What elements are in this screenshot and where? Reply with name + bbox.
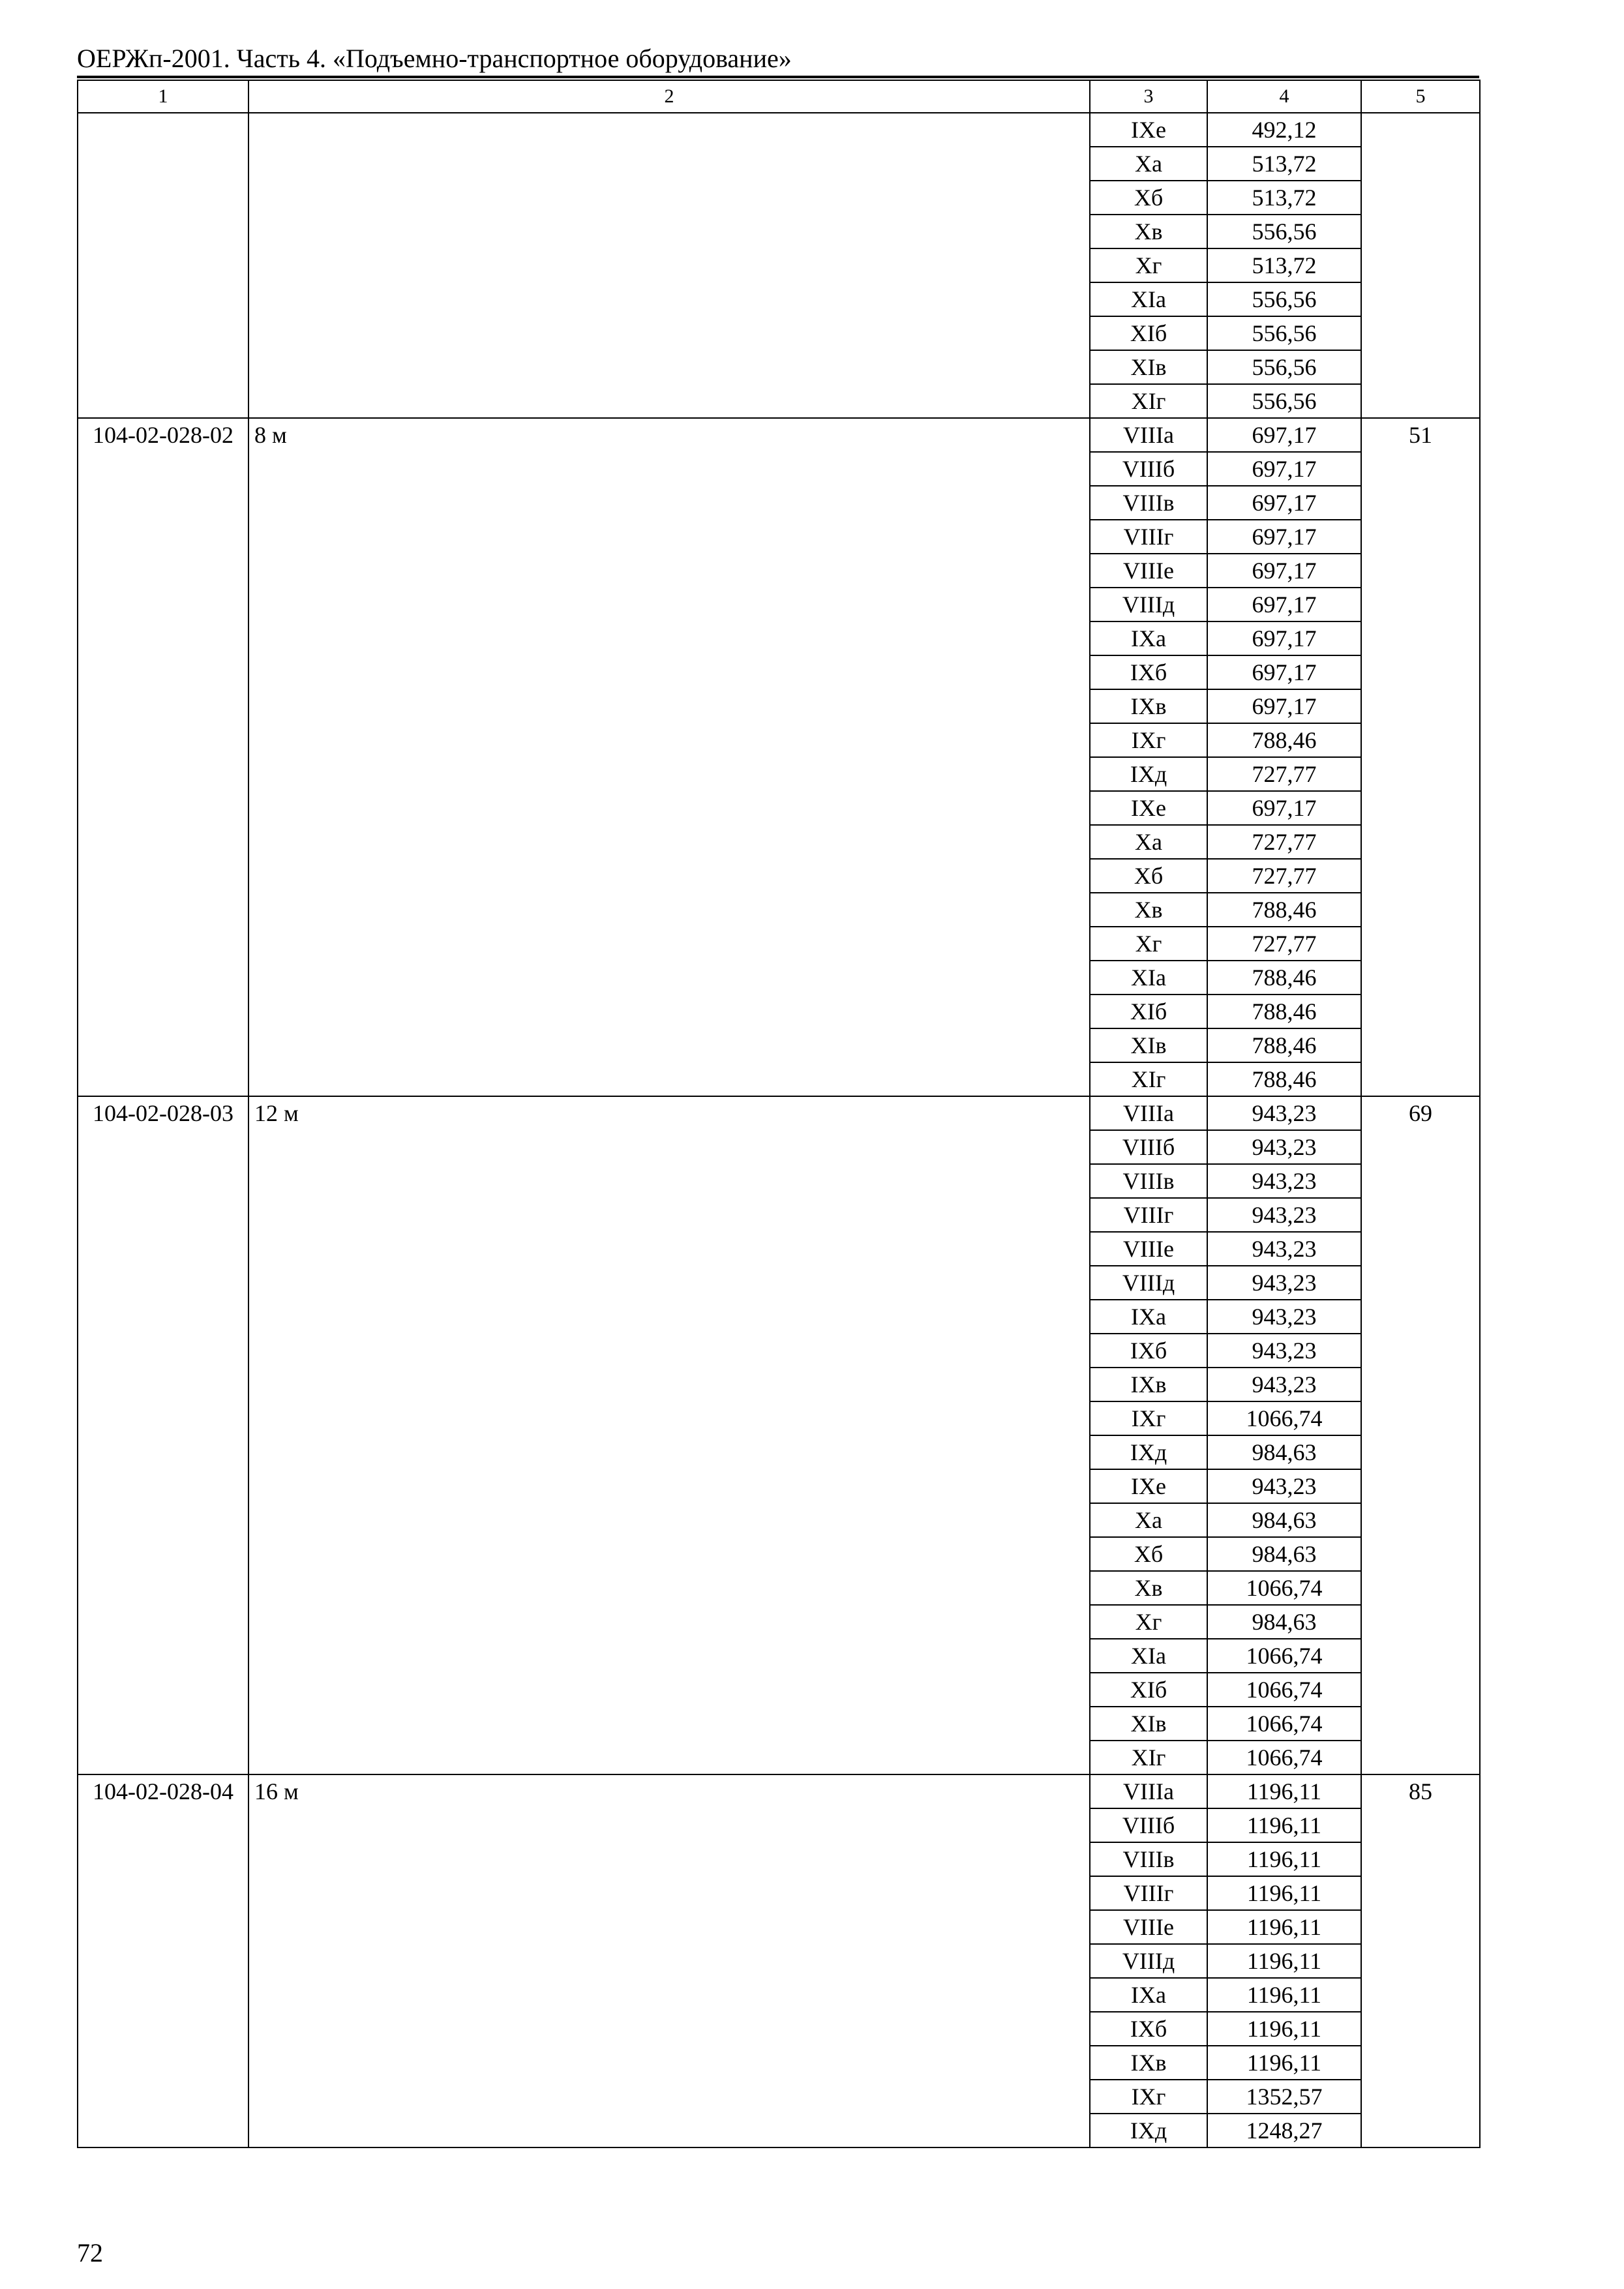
class-cell: Xа xyxy=(1090,1503,1207,1537)
price-cell: 556,56 xyxy=(1207,282,1361,316)
class-cell: Xв xyxy=(1090,893,1207,927)
price-cell: 943,23 xyxy=(1207,1130,1361,1164)
class-cell: Xа xyxy=(1090,825,1207,859)
class-cell: XIг xyxy=(1090,1062,1207,1096)
price-cell: 1066,74 xyxy=(1207,1571,1361,1605)
value-cell: 51 xyxy=(1361,418,1480,1096)
class-cell: IXд xyxy=(1090,757,1207,791)
class-cell: VIIIв xyxy=(1090,486,1207,520)
class-cell: IXд xyxy=(1090,2114,1207,2147)
class-cell: VIIIд xyxy=(1090,588,1207,621)
page-header xyxy=(77,40,1479,77)
price-cell: 943,23 xyxy=(1207,1300,1361,1334)
price-cell: 1066,74 xyxy=(1207,1673,1361,1707)
class-cell: XIб xyxy=(1090,1673,1207,1707)
class-cell: IXг xyxy=(1090,2080,1207,2114)
class-cell: Xб xyxy=(1090,181,1207,215)
class-cell: VIIIе xyxy=(1090,1232,1207,1266)
price-cell: 697,17 xyxy=(1207,689,1361,723)
rate-description xyxy=(248,113,1090,418)
price-cell: 1066,74 xyxy=(1207,1401,1361,1435)
price-cell: 513,72 xyxy=(1207,147,1361,181)
class-cell: IXа xyxy=(1090,621,1207,655)
price-cell: 943,23 xyxy=(1207,1198,1361,1232)
class-cell: VIIIе xyxy=(1090,554,1207,588)
class-cell: XIа xyxy=(1090,961,1207,995)
class-cell: Xб xyxy=(1090,1537,1207,1571)
column-number: 1 xyxy=(78,80,248,113)
rate-code: 104-02-028-04 xyxy=(78,1774,248,2147)
price-cell: 1196,11 xyxy=(1207,1808,1361,1842)
class-cell: IXб xyxy=(1090,1334,1207,1368)
price-cell: 727,77 xyxy=(1207,825,1361,859)
price-cell: 697,17 xyxy=(1207,418,1361,452)
class-cell: VIIIг xyxy=(1090,1198,1207,1232)
class-cell: VIIIб xyxy=(1090,452,1207,486)
class-cell: XIг xyxy=(1090,384,1207,418)
price-cell: 697,17 xyxy=(1207,520,1361,554)
class-cell: XIг xyxy=(1090,1741,1207,1774)
price-cell: 513,72 xyxy=(1207,181,1361,215)
class-cell: Xа xyxy=(1090,147,1207,181)
rate-code: 104-02-028-03 xyxy=(78,1096,248,1774)
class-cell: VIIIа xyxy=(1090,418,1207,452)
class-cell: Xг xyxy=(1090,1605,1207,1639)
price-cell: 556,56 xyxy=(1207,215,1361,248)
price-cell: 943,23 xyxy=(1207,1334,1361,1368)
value-cell xyxy=(1361,113,1480,418)
class-cell: VIIIг xyxy=(1090,520,1207,554)
price-cell: 1196,11 xyxy=(1207,1842,1361,1876)
value-cell: 85 xyxy=(1361,1774,1480,2147)
class-cell: IXг xyxy=(1090,1401,1207,1435)
table-row xyxy=(78,1774,1480,1808)
page-number: 72 xyxy=(77,2238,103,2267)
price-cell: 984,63 xyxy=(1207,1503,1361,1537)
class-cell: VIIIе xyxy=(1090,1910,1207,1944)
price-cell: 697,17 xyxy=(1207,655,1361,689)
class-cell: XIв xyxy=(1090,350,1207,384)
table-row xyxy=(78,418,1480,452)
column-number: 3 xyxy=(1090,80,1207,113)
column-number: 5 xyxy=(1361,80,1480,113)
class-cell: XIб xyxy=(1090,995,1207,1028)
price-cell: 943,23 xyxy=(1207,1266,1361,1300)
class-cell: XIв xyxy=(1090,1707,1207,1741)
price-cell: 697,17 xyxy=(1207,791,1361,825)
table-body xyxy=(78,80,1480,2147)
class-cell: XIа xyxy=(1090,1639,1207,1673)
class-cell: IXг xyxy=(1090,723,1207,757)
price-cell: 556,56 xyxy=(1207,384,1361,418)
rate-description: 12 м xyxy=(248,1096,1090,1774)
class-cell: Xг xyxy=(1090,927,1207,961)
column-number: 4 xyxy=(1207,80,1361,113)
price-cell: 727,77 xyxy=(1207,927,1361,961)
price-cell: 788,46 xyxy=(1207,961,1361,995)
class-cell: IXе xyxy=(1090,113,1207,147)
table-row xyxy=(78,1096,1480,1130)
price-cell: 556,56 xyxy=(1207,350,1361,384)
class-cell: Xб xyxy=(1090,859,1207,893)
class-cell: VIIIг xyxy=(1090,1876,1207,1910)
price-cell: 1196,11 xyxy=(1207,2046,1361,2080)
class-cell: VIIIа xyxy=(1090,1096,1207,1130)
class-cell: Xв xyxy=(1090,215,1207,248)
class-cell: VIIIд xyxy=(1090,1944,1207,1978)
price-cell: 1196,11 xyxy=(1207,1978,1361,2012)
class-cell: IXв xyxy=(1090,1368,1207,1401)
class-cell: XIв xyxy=(1090,1028,1207,1062)
rates-table xyxy=(77,80,1481,2148)
price-cell: 943,23 xyxy=(1207,1232,1361,1266)
class-cell: VIIIв xyxy=(1090,1164,1207,1198)
price-cell: 984,63 xyxy=(1207,1605,1361,1639)
price-cell: 1066,74 xyxy=(1207,1639,1361,1673)
class-cell: IXе xyxy=(1090,1469,1207,1503)
price-cell: 1196,11 xyxy=(1207,1944,1361,1978)
rate-code xyxy=(78,113,248,418)
class-cell: IXб xyxy=(1090,655,1207,689)
rate-code: 104-02-028-02 xyxy=(78,418,248,1096)
price-cell: 513,72 xyxy=(1207,248,1361,282)
table-row xyxy=(78,113,1480,147)
price-cell: 1196,11 xyxy=(1207,1876,1361,1910)
price-cell: 492,12 xyxy=(1207,113,1361,147)
rate-description: 16 м xyxy=(248,1774,1090,2147)
price-cell: 788,46 xyxy=(1207,995,1361,1028)
class-cell: IXа xyxy=(1090,1978,1207,2012)
price-cell: 727,77 xyxy=(1207,757,1361,791)
rate-description: 8 м xyxy=(248,418,1090,1096)
price-cell: 697,17 xyxy=(1207,588,1361,621)
price-cell: 1352,57 xyxy=(1207,2080,1361,2114)
price-cell: 727,77 xyxy=(1207,859,1361,893)
header-rule xyxy=(77,76,1479,78)
price-cell: 943,23 xyxy=(1207,1096,1361,1130)
class-cell: IXв xyxy=(1090,689,1207,723)
price-cell: 556,56 xyxy=(1207,316,1361,350)
class-cell: IXб xyxy=(1090,2012,1207,2046)
class-cell: VIIIд xyxy=(1090,1266,1207,1300)
price-cell: 697,17 xyxy=(1207,486,1361,520)
price-cell: 697,17 xyxy=(1207,621,1361,655)
price-cell: 1066,74 xyxy=(1207,1741,1361,1774)
document-title: ОЕРЖп-2001. Часть 4. «Подъемно-транспортное оборудование» xyxy=(77,44,792,73)
value-cell: 69 xyxy=(1361,1096,1480,1774)
class-cell: Xв xyxy=(1090,1571,1207,1605)
price-cell: 943,23 xyxy=(1207,1469,1361,1503)
class-cell: XIа xyxy=(1090,282,1207,316)
class-cell: IXа xyxy=(1090,1300,1207,1334)
column-number-row xyxy=(78,80,1480,113)
class-cell: VIIIв xyxy=(1090,1842,1207,1876)
class-cell: XIб xyxy=(1090,316,1207,350)
class-cell: Xг xyxy=(1090,248,1207,282)
price-cell: 697,17 xyxy=(1207,554,1361,588)
class-cell: IXв xyxy=(1090,2046,1207,2080)
class-cell: IXе xyxy=(1090,791,1207,825)
price-cell: 1196,11 xyxy=(1207,1910,1361,1944)
price-cell: 1196,11 xyxy=(1207,1774,1361,1808)
price-cell: 788,46 xyxy=(1207,723,1361,757)
price-cell: 943,23 xyxy=(1207,1164,1361,1198)
price-cell: 788,46 xyxy=(1207,893,1361,927)
price-cell: 984,63 xyxy=(1207,1537,1361,1571)
price-cell: 1248,27 xyxy=(1207,2114,1361,2147)
price-cell: 984,63 xyxy=(1207,1435,1361,1469)
price-cell: 788,46 xyxy=(1207,1062,1361,1096)
price-cell: 1066,74 xyxy=(1207,1707,1361,1741)
price-cell: 788,46 xyxy=(1207,1028,1361,1062)
price-cell: 697,17 xyxy=(1207,452,1361,486)
class-cell: VIIIб xyxy=(1090,1808,1207,1842)
price-cell: 1196,11 xyxy=(1207,2012,1361,2046)
class-cell: VIIIа xyxy=(1090,1774,1207,1808)
price-cell: 943,23 xyxy=(1207,1368,1361,1401)
column-number: 2 xyxy=(248,80,1090,113)
class-cell: VIIIб xyxy=(1090,1130,1207,1164)
class-cell: IXд xyxy=(1090,1435,1207,1469)
